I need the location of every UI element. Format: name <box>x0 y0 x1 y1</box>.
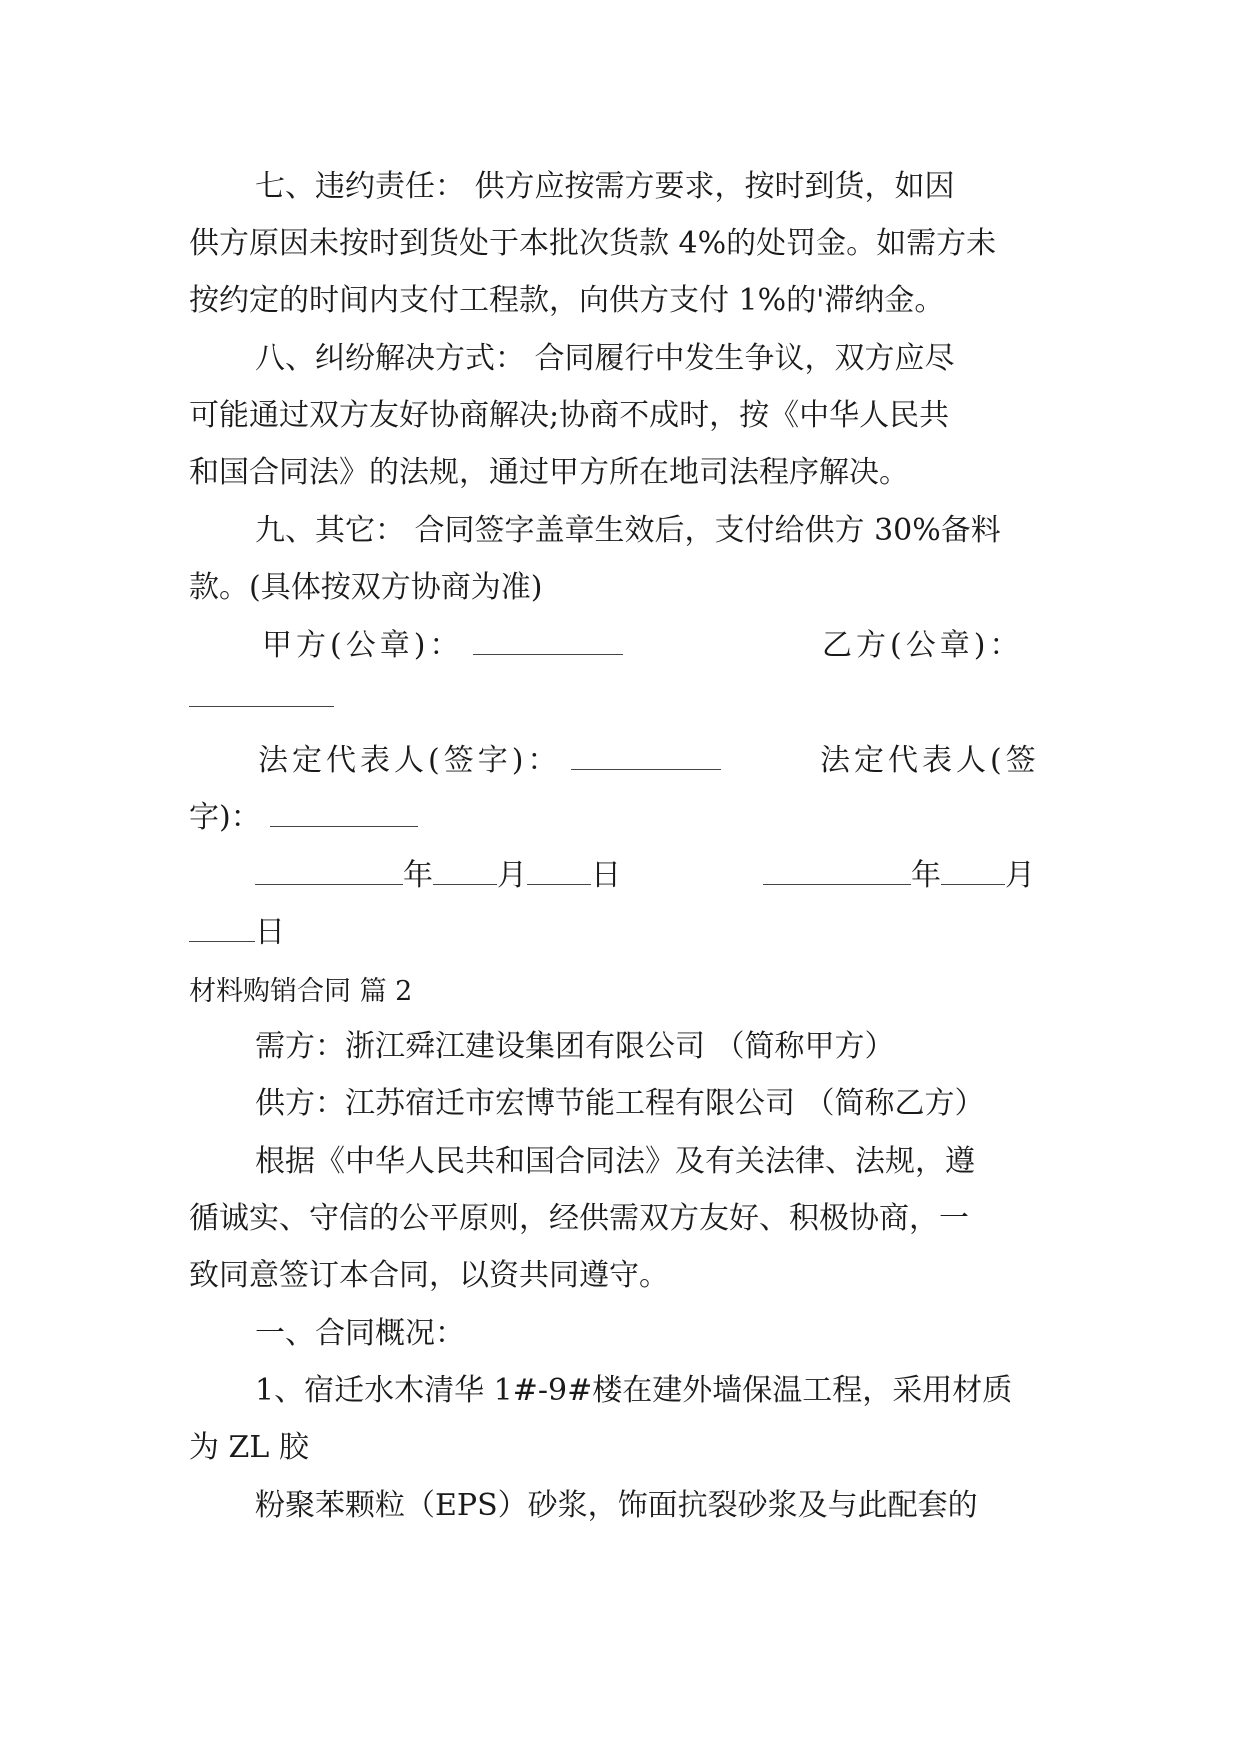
contract2-supplier: 供方：江苏宿迁市宏博节能工程有限公司 （简称乙方） <box>255 1086 985 1121</box>
date-b <box>763 856 1035 896</box>
section8-line1: 八、纠纷解决方式： 合同履行中发生争议，双方应尽 <box>255 341 955 376</box>
contract2-item1-line3: 粉聚苯颗粒（EPS）砂浆，饰面抗裂砂浆及与此配套的 <box>255 1488 978 1523</box>
section9-line2: 款。(具体按双方协商为准) <box>189 570 543 605</box>
date-a-month-blank <box>433 858 497 885</box>
date-b-month: 月 <box>1005 858 1035 893</box>
date-a-month: 月 <box>497 858 527 893</box>
party-b-seal-row <box>189 676 334 716</box>
section7-line3: 按约定的时间内支付工程款，向供方支付 1%的'滞纳金。 <box>189 283 945 318</box>
seal-row <box>262 626 1162 666</box>
date-row <box>255 856 1155 896</box>
contract2-intro-line1: 根据《中华人民共和国合同法》及有关法律、法规，遵 <box>255 1144 975 1179</box>
date-b-month-blank <box>941 858 1005 885</box>
date-a-day: 日 <box>591 858 621 893</box>
date-b-day-row <box>189 913 285 953</box>
date-a-year: 年 <box>403 858 433 893</box>
date-b-year-blank <box>763 858 911 885</box>
contract2-buyer: 需方：浙江舜江建设集团有限公司 （简称甲方） <box>255 1029 895 1064</box>
party-b-seal-blank <box>189 676 334 707</box>
rep-b-blank <box>270 800 418 827</box>
section7-line2: 供方原因未按时到货处于本批次货款 4%的处罚金。如需方未 <box>189 226 997 261</box>
rep-b-label: 法定代表人(签 <box>820 743 1040 778</box>
rep-a-label: 法定代表人(签字)： <box>258 743 562 778</box>
party-a-seal-label: 甲方(公章)： <box>262 628 464 663</box>
contract2-title: 材料购销合同 篇 2 <box>189 976 413 1007</box>
section9-line1: 九、其它： 合同签字盖章生效后，支付给供方 30%备料 <box>255 513 1001 548</box>
party-b-seal-label: 乙方(公章)： <box>822 628 1024 663</box>
contract2-intro-line3: 致同意签订本合同，以资共同遵守。 <box>189 1258 669 1293</box>
contract2-item1-line1: 1、宿迁水木清华 1#-9#楼在建外墙保温工程，采用材质 <box>255 1373 1013 1408</box>
rep-b-cont-label: 字)： <box>189 800 261 835</box>
section8-line3: 和国合同法》的法规，通过甲方所在地司法程序解决。 <box>189 455 909 490</box>
contract2-overview-heading: 一、合同概况： <box>255 1316 465 1351</box>
section7-line1: 七、违约责任： 供方应按需方要求，按时到货，如因 <box>255 169 955 204</box>
date-a-year-blank <box>255 858 403 885</box>
section8-line2: 可能通过双方友好协商解决;协商不成时，按《中华人民共 <box>189 398 950 433</box>
rep-a-blank <box>571 743 721 770</box>
date-b-day-blank <box>189 915 255 942</box>
contract2-item1-line2: 为 ZL 胶 <box>189 1430 309 1465</box>
rep-row <box>258 741 1158 781</box>
date-b-year: 年 <box>911 858 941 893</box>
date-b-day: 日 <box>255 915 285 950</box>
party-a-seal-blank <box>473 628 623 655</box>
rep-b-cont-row <box>189 798 418 838</box>
date-a-day-blank <box>527 858 591 885</box>
contract2-intro-line2: 循诚实、守信的公平原则，经供需双方友好、积极协商，一 <box>189 1201 969 1236</box>
